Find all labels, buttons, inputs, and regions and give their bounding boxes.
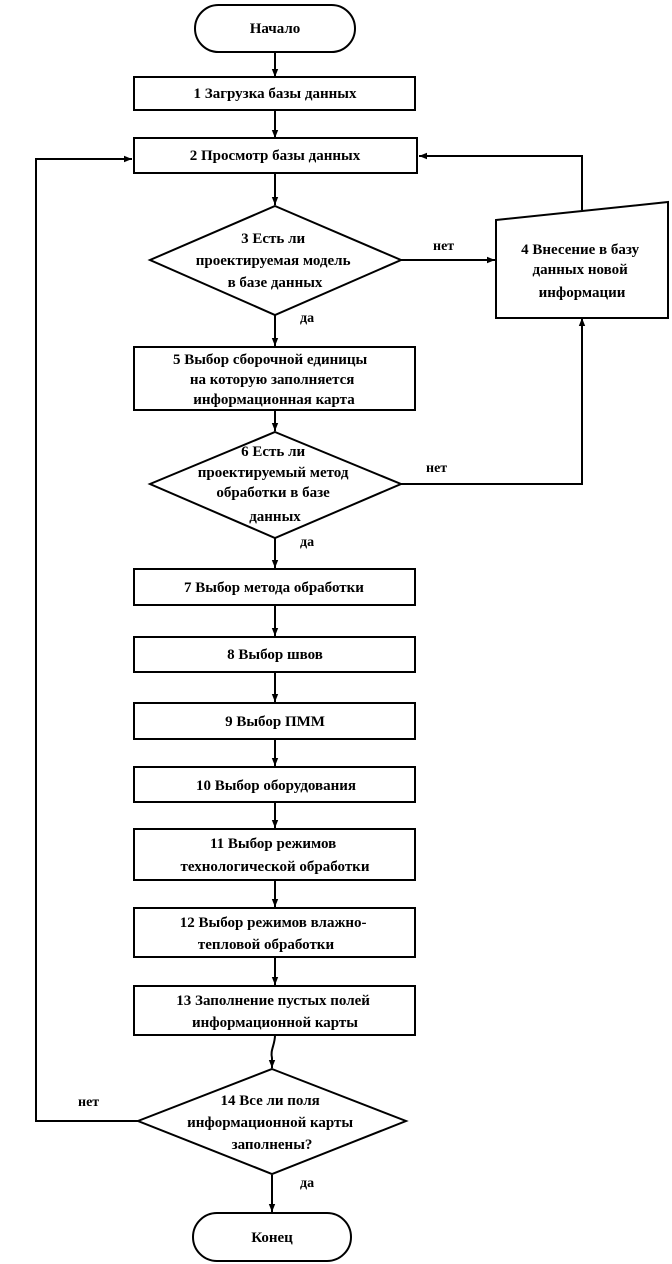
step-12-line-0: 12 Выбор режимов влажно- bbox=[179, 915, 367, 931]
step-4-line-2: информации bbox=[538, 285, 626, 301]
edge-6-to-4 bbox=[401, 318, 582, 484]
step-11-line-0: 11 Выбор режимов bbox=[209, 836, 337, 852]
edge-label-6-no: нет bbox=[426, 461, 448, 476]
decision-6-line-3: данных bbox=[249, 509, 301, 525]
edge-label-6-yes: да bbox=[300, 535, 315, 550]
step-13-line-1: информационной карты bbox=[192, 1015, 358, 1031]
step-9-line-0: 9 Выбор ПММ bbox=[225, 714, 325, 730]
edge-14-to-2 bbox=[36, 159, 138, 1121]
step-5-line-0: 5 Выбор сборочной единицы bbox=[172, 352, 368, 368]
step-7-line-0: 7 Выбор метода обработки bbox=[184, 580, 364, 596]
step-2-line-0: 2 Просмотр базы данных bbox=[189, 148, 361, 164]
nodes bbox=[134, 5, 668, 1261]
edge-label-3-yes: да bbox=[300, 311, 315, 326]
decision-3-line-0: 3 Есть ли bbox=[241, 231, 306, 247]
edge-label-3-no: нет bbox=[433, 239, 455, 254]
step-10-label bbox=[196, 778, 356, 794]
step-11-line-1: технологической обработки bbox=[180, 859, 370, 875]
step-4-label bbox=[521, 242, 643, 301]
step-1-line-0: 1 Загрузка базы данных bbox=[193, 86, 357, 102]
edge-label-14-no: нет bbox=[78, 1095, 100, 1110]
step-7-label bbox=[184, 580, 364, 596]
decision-6-line-0: 6 Есть ли bbox=[241, 444, 306, 460]
step-13-line-0: 13 Заполнение пустых полей bbox=[176, 993, 370, 1009]
end-line-0: Конец bbox=[251, 1230, 293, 1246]
step-8-label bbox=[227, 647, 323, 663]
edge-13-to-14 bbox=[272, 1035, 275, 1068]
decision-6-line-2: обработки в базе bbox=[216, 485, 330, 501]
decision-14-line-2: заполнены? bbox=[231, 1137, 313, 1153]
step-5-line-1: на которую заполняется bbox=[189, 372, 355, 388]
decision-3-line-2: в базе данных bbox=[227, 275, 323, 291]
step-8-line-0: 8 Выбор швов bbox=[227, 647, 323, 663]
step-1-label bbox=[194, 86, 357, 102]
step-4-line-0: 4 Внесение в базу bbox=[521, 242, 640, 258]
step-5-line-2: информационная карта bbox=[193, 392, 355, 408]
edge-label-14-yes: да bbox=[300, 1176, 315, 1191]
decision-3-line-1: проектируемая модель bbox=[195, 253, 351, 269]
step-4-line-1: данных новой bbox=[532, 262, 628, 278]
step-10-line-0: 10 Выбор оборудования bbox=[195, 778, 357, 794]
decision-14-line-0: 14 Все ли поля bbox=[220, 1093, 320, 1109]
step-2-label bbox=[190, 148, 361, 164]
step-5-label bbox=[173, 352, 371, 408]
decision-14-line-1: информационной карты bbox=[187, 1115, 354, 1131]
start-line-0: Начало bbox=[249, 21, 301, 37]
decision-6-line-1: проектируемый метод bbox=[197, 465, 349, 481]
end-label bbox=[251, 1230, 293, 1246]
step-9-label bbox=[225, 714, 325, 730]
step-12-line-1: тепловой обработки bbox=[197, 937, 335, 953]
edge-4-to-2 bbox=[419, 156, 582, 210]
start-label bbox=[250, 21, 301, 37]
